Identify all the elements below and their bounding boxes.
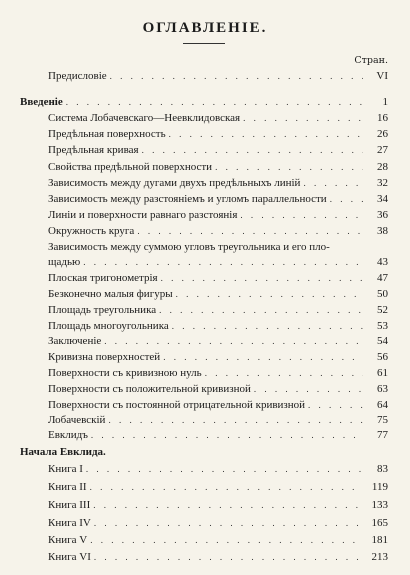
toc-entry	[20, 144, 388, 160]
toc-entry-page: 181	[371, 534, 388, 546]
page-title: ОГЛАВЛЕНІЕ.	[142, 20, 268, 36]
toc-entry	[20, 383, 388, 399]
toc-entry-page: 32	[377, 177, 388, 189]
toc-entry-page: 213	[371, 551, 388, 563]
toc-entry-label: Кривизна поверхностей	[48, 351, 161, 363]
toc-entry	[20, 335, 388, 351]
toc-entry-label: Площадь многоугольника	[48, 320, 169, 332]
dot-leader	[66, 97, 363, 107]
toc-entry-page: 133	[371, 499, 388, 511]
dot-leader	[243, 113, 363, 123]
toc-entry-label: Свойства предѣльной поверхности	[48, 161, 213, 173]
dot-leader	[94, 552, 363, 562]
toc-entry-label: Начала Евклида.	[20, 446, 106, 458]
dot-leader	[137, 226, 363, 236]
toc-entry-page: 56	[377, 351, 388, 363]
toc-entry	[20, 128, 388, 144]
toc-entry-label: Книга I	[48, 463, 83, 475]
toc-entry-page: 52	[377, 304, 388, 316]
toc-entry-label: Поверхности съ кривизною нуль	[48, 367, 202, 379]
toc-entry-label: Книга II	[48, 481, 87, 493]
toc-entry-label: Предѣльная поверхность	[48, 128, 166, 140]
toc-entry	[20, 481, 388, 497]
toc-entry-label: Зависимость между разстояніемъ и угломъ параллельности	[48, 193, 327, 205]
toc-entry-label: Лобачевскій	[48, 414, 106, 426]
toc-entry-label: Книга IV	[48, 517, 91, 529]
toc-entry-page: 83	[377, 463, 388, 475]
dot-leader	[308, 400, 363, 410]
page-column-header: Стран.	[354, 55, 388, 66]
toc-entry-label: Заключеніе	[48, 335, 102, 347]
toc-entry-page: 16	[377, 112, 388, 124]
toc-entry-page: 47	[377, 272, 388, 284]
toc-entry-page: 63	[377, 383, 388, 395]
toc-entry-label: Безконечно малыя фигуры	[48, 288, 173, 300]
toc-entry	[20, 96, 388, 112]
toc-entry	[20, 177, 388, 193]
toc-entry-page: 54	[377, 335, 388, 347]
toc-entry-label: Зависимость между суммою угловъ треугольника и его пло-	[48, 241, 330, 253]
dot-leader	[91, 430, 363, 440]
toc-entry	[20, 320, 388, 336]
toc-entry-label: Книга V	[48, 534, 88, 546]
toc-entry-page: VI	[376, 70, 388, 82]
toc-entry-page: 64	[377, 399, 388, 411]
toc-entry	[20, 256, 388, 272]
dot-leader	[93, 500, 363, 510]
dot-leader	[104, 336, 363, 346]
toc-entry-page: 77	[377, 429, 388, 441]
toc-entry-page: 53	[377, 320, 388, 332]
toc-entry-label: Евклидъ	[48, 429, 88, 441]
toc-entry-label: Окружность круга	[48, 225, 135, 237]
toc-entry	[20, 463, 388, 479]
toc-entry-label: Зависимость между дугами двухъ предѣльныхъ линій	[48, 177, 301, 189]
toc-entry-page: 36	[377, 209, 388, 221]
dot-leader	[86, 464, 363, 474]
toc-entry-page: 43	[377, 256, 388, 268]
dot-leader	[90, 535, 363, 545]
dot-leader	[108, 415, 363, 425]
toc-entry-page: 28	[377, 161, 388, 173]
toc-entry	[20, 429, 388, 445]
toc-entry	[20, 499, 388, 515]
toc-entry	[20, 288, 388, 304]
dot-leader	[240, 210, 363, 220]
dot-leader	[176, 289, 363, 299]
toc-entry	[20, 112, 388, 128]
dot-leader	[303, 178, 363, 188]
title-rule	[183, 43, 225, 44]
toc-entry	[20, 209, 388, 225]
toc-entry-label: Поверхности съ положительной кривизной	[48, 383, 251, 395]
toc-entry	[20, 414, 388, 430]
toc-entry	[20, 351, 388, 367]
dot-leader	[83, 257, 363, 267]
toc-entry-label: Книга III	[48, 499, 91, 511]
dot-leader	[330, 194, 363, 204]
dot-leader	[159, 305, 363, 315]
toc-entry-label: Система Лобачевскаго—Неевклидовская	[48, 112, 241, 124]
toc-entry	[20, 272, 388, 288]
toc-entry-page: 27	[377, 144, 388, 156]
toc-entry-label: щадью	[48, 256, 81, 268]
toc-entry-label: Книга VI	[48, 551, 91, 563]
toc-entry	[20, 161, 388, 177]
dot-leader	[205, 368, 363, 378]
dot-leader	[215, 162, 363, 172]
toc-entry-page: 38	[377, 225, 388, 237]
dot-leader	[142, 145, 363, 155]
toc-entry-label: Линіи и поверхности равнаго разстоянія	[48, 209, 238, 221]
toc-entry-label: Плоская тригонометрія	[48, 272, 158, 284]
toc-entry-page: 26	[377, 128, 388, 140]
toc-entry	[20, 70, 388, 86]
dot-leader	[169, 129, 363, 139]
dot-leader	[161, 273, 363, 283]
dot-leader	[90, 482, 363, 492]
dot-leader	[110, 71, 363, 81]
toc-entry-page: 75	[377, 414, 388, 426]
toc-entry	[20, 225, 388, 241]
toc-entry-page: 165	[371, 517, 388, 529]
dot-leader	[163, 352, 363, 362]
toc-entry	[20, 534, 388, 550]
toc-entry-page: 119	[371, 481, 388, 493]
dot-leader	[94, 518, 363, 528]
toc-entry	[20, 551, 388, 567]
toc-entry	[20, 241, 388, 257]
toc-entry-label: Площадь треугольника	[48, 304, 157, 316]
toc-entry-page: 1	[382, 96, 388, 108]
toc-entry-page: 34	[377, 193, 388, 205]
dot-leader	[172, 321, 363, 331]
toc-entry	[20, 304, 388, 320]
toc-entry-label: Поверхности съ постоянной отрицательной кривизной	[48, 399, 306, 411]
toc-entry-label: Предѣльная кривая	[48, 144, 139, 156]
toc-entry-page: 50	[377, 288, 388, 300]
toc-entry-label: Предисловіе	[48, 70, 107, 82]
toc-entry-page: 61	[377, 367, 388, 379]
toc-entry	[20, 517, 388, 533]
toc-entry	[20, 367, 388, 383]
toc-entry	[20, 193, 388, 209]
dot-leader	[254, 384, 363, 394]
toc-entry	[20, 399, 388, 415]
toc-entry	[20, 446, 388, 462]
toc-entry-label: Введеніе	[20, 96, 63, 108]
